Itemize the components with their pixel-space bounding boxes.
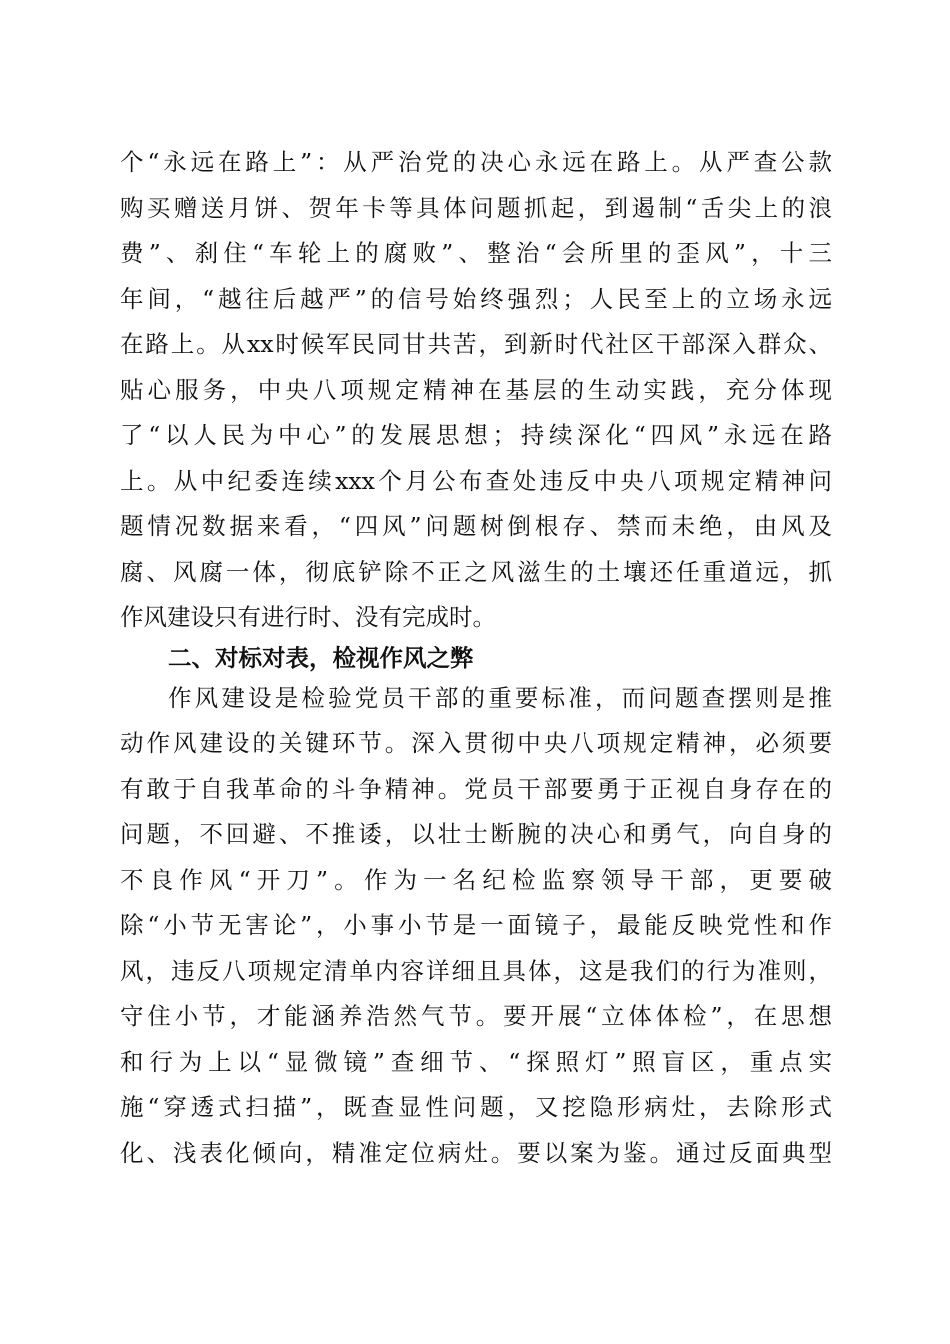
paragraph-line: 问题，不回避、不推诿，以壮士断腕的决心和勇气，向自身的 [120,820,832,848]
paragraph-line: 风，违反八项规定清单内容详细且具体，这是我们的行为准则， [120,957,832,985]
paragraph-line: 腐、风腐一体，彻底铲除不正之风滋生的土壤还任重道远，抓 [120,558,832,586]
paragraph-line: 费”、刹住“车轮上的腐败”、整治“会所里的歪风”，十三 [120,239,832,267]
paragraph-line: 年间，“越往后越严”的信号始终强烈；人民至上的立场永远 [120,285,832,313]
paragraph-line: 守住小节，才能涵养浩然气节。要开展“立体体检”，在思想 [120,1002,832,1030]
paragraph-line: 题情况数据来看，“四风”问题树倒根存、禁而未绝，由风及 [120,512,832,540]
paragraph-line: 和行为上以“显微镜”查细节、“探照灯”照盲区，重点实 [120,1048,832,1076]
paragraph-line: 作风建设是检验党员干部的重要标准，而问题查摆则是推 [168,684,832,712]
paragraph-line: 了“以人民为中心”的发展思想；持续深化“四风”永远在路 [120,421,832,449]
paragraph-line: 动作风建设的关键环节。深入贯彻中央八项规定精神，必须要 [120,729,832,757]
section-heading: 二、对标对表，检视作风之弊 [168,644,474,672]
paragraph-line: 施“穿透式扫描”，既查显性问题，又挖隐形病灶，去除形式 [120,1093,832,1121]
paragraph-line: 不良作风“开刀”。作为一名纪检监察领导干部，更要破 [120,866,832,894]
paragraph-line: 上。从中纪委连续xxx个月公布查处违反中央八项规定精神问 [120,467,832,495]
paragraph-line: 购买赠送月饼、贺年卡等具体问题抓起，到遏制“舌尖上的浪 [120,194,832,222]
paragraph-line: 作风建设只有进行时、没有完成时。 [120,603,496,631]
paragraph-line: 化、浅表化倾向，精准定位病灶。要以案为鉴。通过反面典型 [120,1139,832,1167]
paragraph-line: 除“小节无害论”，小事小节是一面镜子，最能反映党性和作 [120,911,832,939]
paragraph-line: 在路上。从xx时候军民同甘共苦，到新时代社区干部深入群众、 [120,330,832,358]
paragraph-line: 有敢于自我革命的斗争精神。党员干部要勇于正视自身存在的 [120,775,832,803]
paragraph-line: 个“永远在路上”：从严治党的决心永远在路上。从严查公款 [120,148,832,176]
paragraph-line: 贴心服务，中央八项规定精神在基层的生动实践，充分体现 [120,376,832,404]
